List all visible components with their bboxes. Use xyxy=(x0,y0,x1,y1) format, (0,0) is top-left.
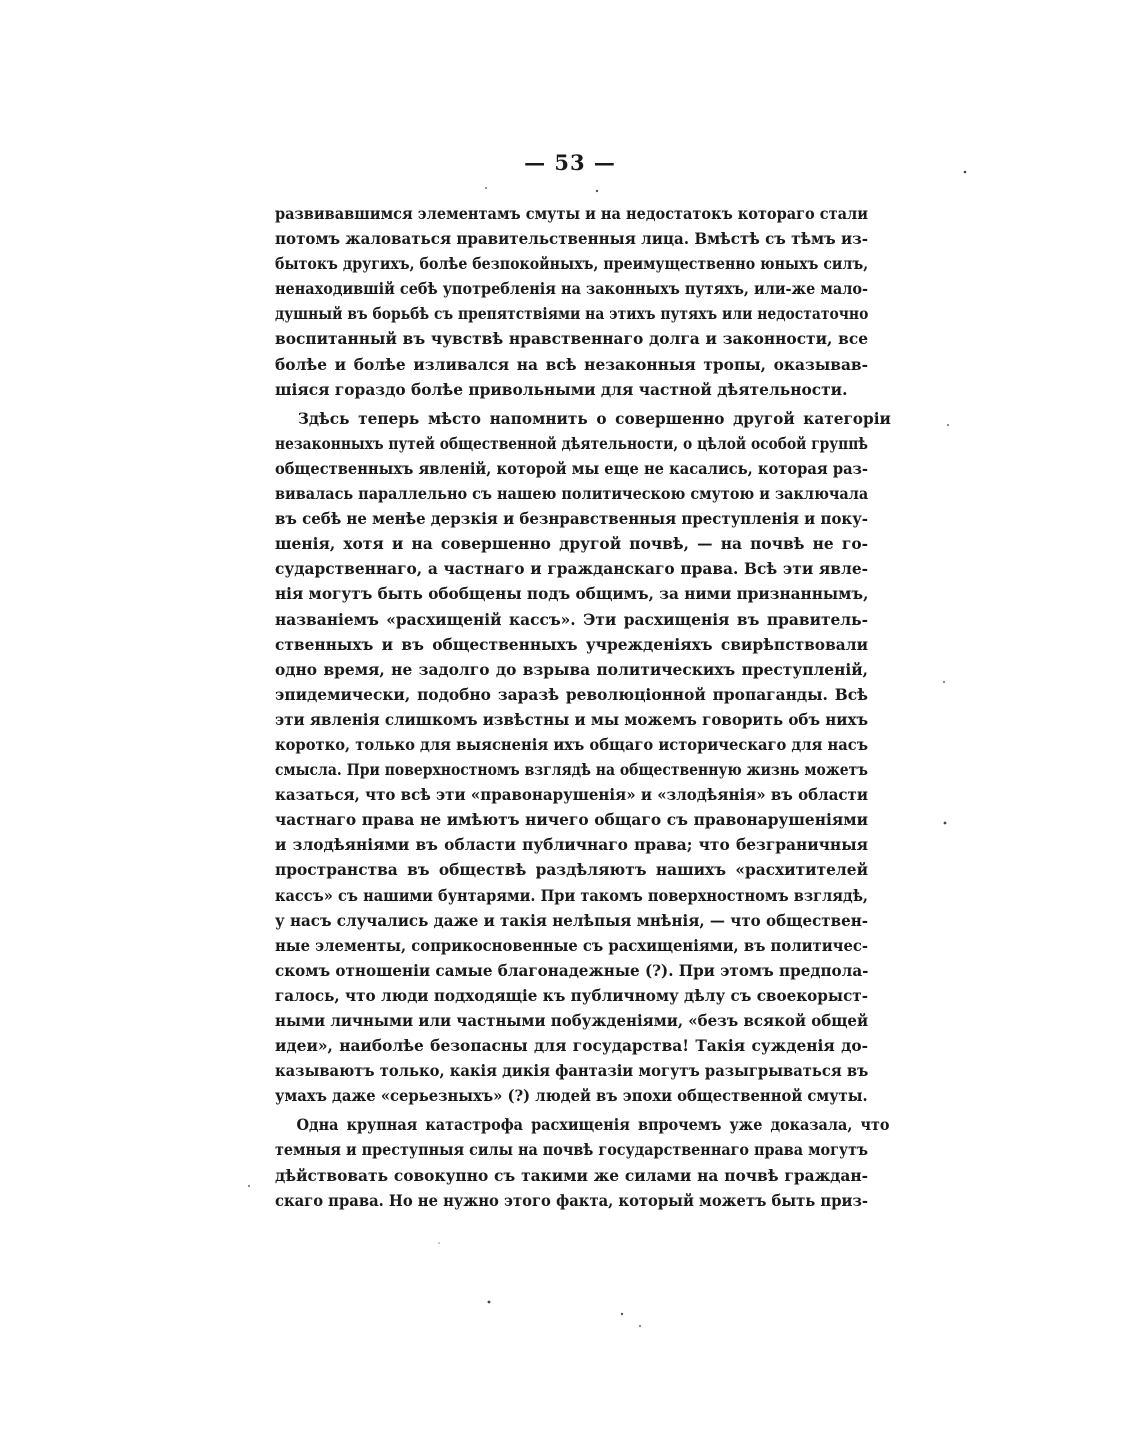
body-text xyxy=(275,202,891,1214)
text-line: кассъ» съ нашими бунтарями. При такомъ поверхностномъ взглядѣ, xyxy=(275,886,868,905)
paragraph-2 xyxy=(275,407,891,1110)
text-line: сударственнаго, а частнаго и гражданскаго права. Всѣ эти явле- xyxy=(275,560,868,579)
text-line: коротко, только для выясненія ихъ общаго историческаго для насъ xyxy=(275,735,869,754)
text-line: эти явленія слишкомъ извѣстны и мы можемъ говорить объ нихъ xyxy=(275,710,868,729)
text-line: шенія, хотя и на совершенно другой почвѣ, — на почвѣ не го- xyxy=(275,535,868,554)
paragraph-1 xyxy=(275,202,868,403)
text-line: воспитанный въ чувствѣ нравственнаго долга и законности, все xyxy=(275,330,868,349)
text-line: у насъ случались даже и такія нелѣпыя мнѣнія, — что обществен- xyxy=(275,911,868,930)
text-line: названіемъ «расхищеній кассъ». Эти расхищенія въ правитель- xyxy=(275,610,868,629)
text-line: эпидемически, подобно заразѣ революціонной пропаганды. Всѣ xyxy=(275,685,868,704)
text-line: вивалась параллельно съ нашею политическою смутою и заключала xyxy=(275,485,869,504)
text-line: скомъ отношеніи самые благонадежные (?). При этомъ предпола- xyxy=(275,961,869,980)
text-line: скаго права. Но не нужно этого факта, который можетъ быть приз- xyxy=(275,1191,868,1210)
text-line: потомъ жаловаться правительственныя лица. Вмѣстѣ съ тѣмъ из- xyxy=(275,230,868,249)
text-line: ные элементы, соприкосновенные съ расхищеніями, въ политичес- xyxy=(275,936,869,955)
paragraph-3 xyxy=(275,1113,890,1213)
text-line: ненаходившій себѣ употребленія на законныхъ путяхъ, или-же мало- xyxy=(275,280,868,299)
text-line: душный въ борьбѣ съ препятствіями на этихъ путяхъ или недостаточно xyxy=(275,305,869,324)
text-line: незаконныхъ путей общественной дѣятельности, о цѣлой особой группѣ xyxy=(275,434,868,453)
text-line: темныя и преступныя силы на почвѣ государственнаго права могутъ xyxy=(275,1141,868,1160)
text-line: дѣйствовать совокупно съ такими же силами на почвѣ граждан- xyxy=(275,1166,868,1185)
text-line: шіяся гораздо болѣе привольными для частной дѣятельности. xyxy=(275,380,848,399)
text-line: Здѣсь теперь мѣсто напомнить о совершенно другой категоріи xyxy=(297,409,891,428)
text-line: частнаго права не имѣютъ ничего общаго съ правонарушеніями xyxy=(275,811,868,830)
text-line: галось, что люди подходящіе къ публичному дѣлу съ своекорыст- xyxy=(275,986,868,1005)
text-line: смысла. При поверхностномъ взглядѣ на общественную жизнь можетъ xyxy=(275,761,868,780)
text-line: казываютъ только, какія дикія фантазіи могутъ разыгрываться въ xyxy=(275,1062,869,1081)
text-line: ственныхъ и въ общественныхъ учрежденіяхъ свирѣпствовали xyxy=(275,635,868,654)
text-line: въ себѣ не менѣе дерзкія и безнравственныя преступленія и поку- xyxy=(275,510,869,529)
text-line: болѣе и болѣе изливался на всѣ незаконныя тропы, оказывав- xyxy=(275,355,868,374)
text-line: бытокъ другихъ, болѣе безпокойныхъ, преимущественно юныхъ силъ, xyxy=(275,255,869,274)
text-line: идеи», наиболѣе безопасны для государства! Такія сужденія до- xyxy=(275,1037,868,1056)
page-number: — 53 — xyxy=(524,150,616,175)
text-line: одно время, не задолго до взрыва политическихъ преступленій, xyxy=(275,660,868,679)
text-line: умахъ даже «серьезныхъ» (?) людей въ эпохи общественной смуты. xyxy=(275,1087,868,1106)
text-line: нія могутъ быть обобщены подъ общимъ, за ними признаннымъ, xyxy=(275,585,869,604)
text-line: казаться, что всѣ эти «правонарушенія» и «злодѣянія» въ области xyxy=(275,786,868,805)
text-line: общественныхъ явленій, которой мы еще не касались, которая раз- xyxy=(275,459,868,478)
text-line: и злодѣяніями въ области публичнаго права; что безграничныя xyxy=(275,836,868,855)
text-line: Одна крупная катастрофа расхищенія впрочемъ уже доказала, что xyxy=(296,1116,890,1135)
text-line: пространства въ обществѣ раздѣляютъ нашихъ «расхитителей xyxy=(275,861,868,880)
text-line: развивавшимся элементамъ смуты и на недостатокъ котораго стали xyxy=(275,205,868,223)
text-line: ными личными или частными побужденіями, «безъ всякой общей xyxy=(275,1012,869,1030)
